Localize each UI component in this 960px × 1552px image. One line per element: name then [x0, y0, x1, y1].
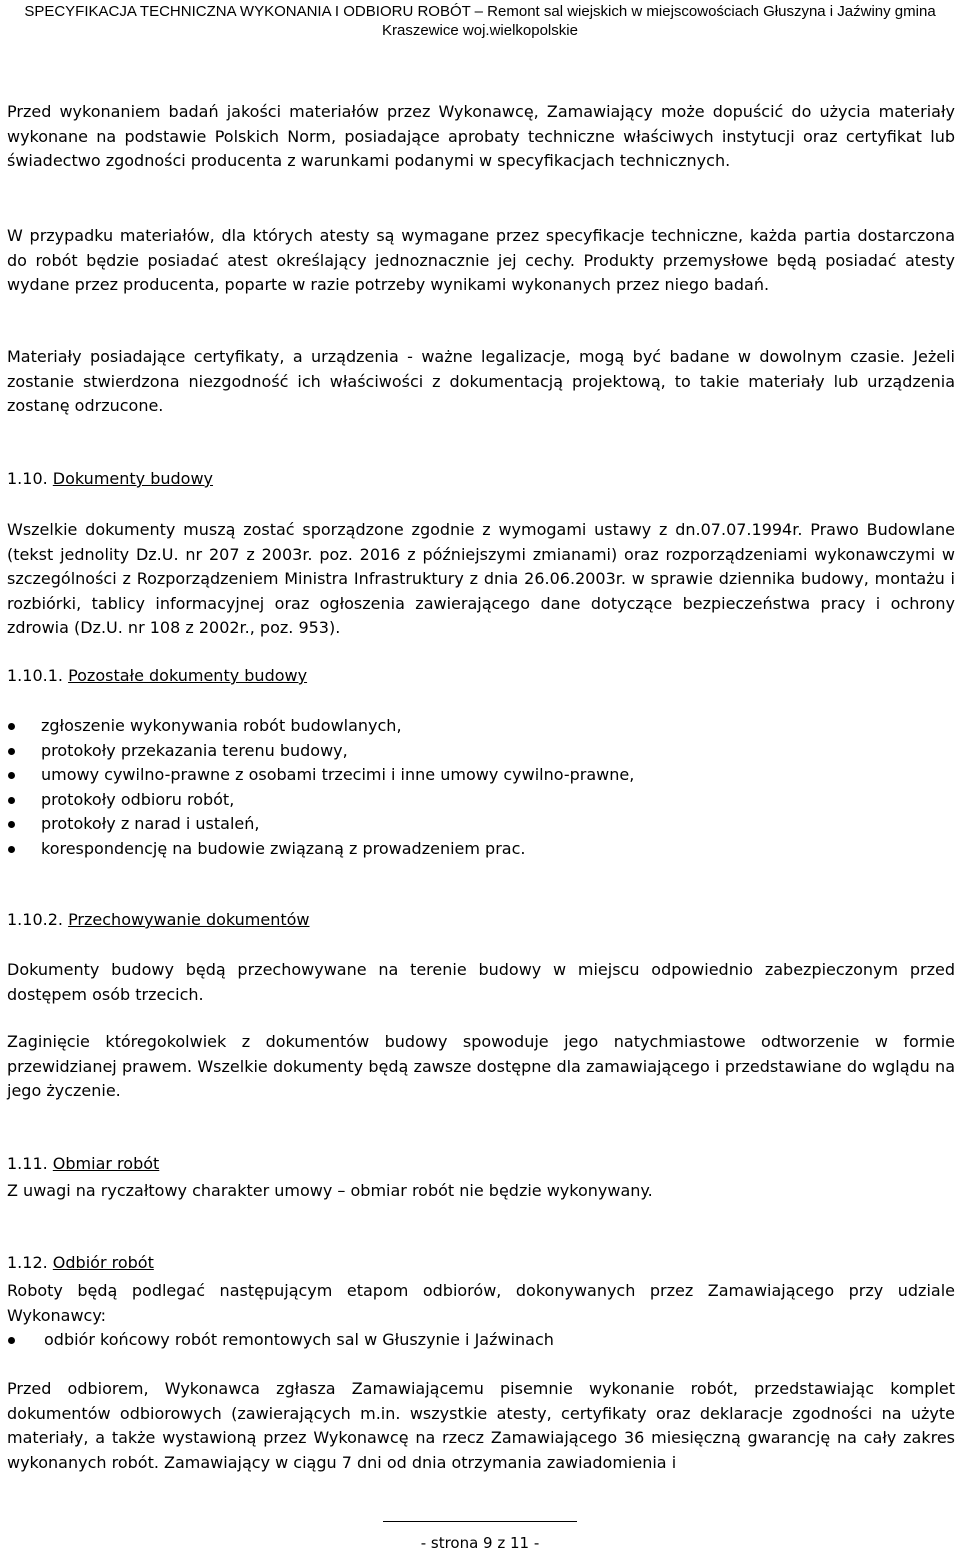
document-header [0, 2, 960, 40]
list-item-text: protokoły odbioru robót, [41, 789, 235, 809]
section-title: Obmiar robót [52, 1154, 160, 1173]
section-title: Odbiór robót [52, 1253, 154, 1272]
header-line-1: SPECYFIKACJA TECHNICZNA WYKONANIA I ODBIORU ROBÓT – Remont sal wiejskich w miejscowościach Głuszyna i Jaźwiny gmina [24, 3, 936, 20]
bullet-icon [8, 821, 15, 828]
paragraph-documents-law: Wszelkie dokumenty muszą zostać sporządzone zgodnie z wymogami ustawy z dn.07.07.1994r. Prawo Budowlane (tekst jednolity Dz.U. nr 207 z 2003r. poz. 2016 z późniejszymi zmianami) oraz rozporządzeniami wykonawczymi w szczególności z Rozporządzeniem Ministra Infrastruktury z dnia 26.06.2003r. w sprawie dziennika budowy, montażu i rozbiórki, tablicy informacyjnej oraz ogłoszenia zawierającego dane dotyczące bezpieczeństwa pracy i ochrony zdrowia (Dz.U. nr 108 z 2002r., poz. 953). [7, 520, 955, 637]
paragraph-certified-materials: Materiały posiadające certyfikaty, a urządzenia - ważne legalizacje, mogą być badane w dowolnym czasie. Jeżeli zostanie stwierdzona niezgodność ich właściwości z dokumentacją projektową, to takie materiały lub urządzenia zostanę odrzucone. [7, 347, 955, 415]
section-number: 1.10.2. [7, 910, 69, 929]
list-item-text: umowy cywilno-prawne z osobami trzecimi i inne umowy cywilno-prawne, [41, 765, 635, 784]
list-item [7, 714, 955, 739]
section-title: Dokumenty budowy [52, 469, 214, 488]
acceptance-list [7, 1328, 955, 1353]
footer-divider [383, 1521, 577, 1522]
section-title: Przechowywanie dokumentów [68, 910, 310, 929]
section-number: 1.11. [7, 1154, 53, 1173]
list-item-text: korespondencję na budowie związaną z prowadzeniem prac. [41, 838, 526, 858]
list-item-text: zgłoszenie wykonywania robót budowlanych, [41, 716, 402, 735]
section-number: 1.10. [7, 469, 53, 488]
paragraph-acceptance-stages: Roboty będą podlegać następującym etapom odbiorów, dokonywanych przez Zamawiającego przy udziale Wykonawcy: [7, 1281, 955, 1325]
bullet-icon [8, 797, 15, 804]
list-item [7, 837, 955, 862]
documents-list [7, 714, 955, 861]
section-heading-construction-documents [7, 467, 213, 491]
section-heading-acceptance [7, 1251, 154, 1275]
paragraph-document-loss: Zaginięcie któregokolwiek z dokumentów budowy spowoduje jego natychmiastowe odtworzenie w formie przewidzianej prawem. Wszelkie dokumenty będą zawsze dostępne dla zamawiającego i przedstawiane do wglądu na jego życzenie. [7, 1032, 955, 1100]
bullet-icon [8, 723, 15, 730]
list-item [7, 1328, 955, 1353]
section-number: 1.10.1. [7, 666, 69, 685]
list-item-text: protokoły z narad i ustaleń, [41, 814, 260, 833]
section-title: Pozostałe dokumenty budowy [68, 666, 308, 685]
list-item [7, 812, 955, 837]
list-item [7, 739, 955, 764]
list-item [7, 763, 955, 788]
bullet-icon [8, 846, 15, 853]
bullet-icon [8, 1337, 15, 1344]
list-item [7, 788, 955, 813]
section-number: 1.12. [7, 1253, 53, 1272]
page-number: - strona 9 z 11 - [420, 1534, 540, 1552]
section-heading-document-storage [7, 908, 310, 932]
list-item-text: odbiór końcowy robót remontowych sal w Głuszynie i Jaźwinach [44, 1330, 554, 1349]
paragraph-material-certificates: W przypadku materiałów, dla których atesty są wymagane przez specyfikacje techniczne, każda partia dostarczona do robót będzie posiadać atest określający jednoznacznie jej cechy. Produkty przemysłowe będą posiadać atesty wydane przez producenta, poparte w razie potrzeby wynikami wykonanych przez niego badań. [7, 226, 955, 294]
paragraph-document-storage: Dokumenty budowy będą przechowywane na terenie budowy w miejscu odpowiednio zabezpieczonym przed dostępem osób trzecich. [7, 960, 955, 1004]
paragraph-measurement: Z uwagi na ryczałtowy charakter umowy – obmiar robót nie będzie wykonywany. [7, 1181, 653, 1200]
list-item-text: protokoły przekazania terenu budowy, [41, 740, 348, 760]
section-heading-measurement [7, 1152, 159, 1176]
header-line-2: Kraszewice woj.wielkopolskie [382, 22, 578, 39]
bullet-icon [8, 772, 15, 779]
paragraph-acceptance-procedure: Przed odbiorem, Wykonawca zgłasza Zamawiającemu pisemnie wykonanie robót, przedstawiając komplet dokumentów odbiorowych (zawierających m.in. wszystkie atesty, certyfikaty oraz deklaracje zgodności na użyte materiały, a także wystawioną przez Wykonawcę na rzecz Zamawiającego 36 miesięczną gwarancję na cały zakres wykonanych robót. Zamawiający w ciągu 7 dni od dnia otrzymania zawiadomienia i [7, 1379, 955, 1472]
bullet-icon [8, 748, 15, 755]
section-heading-other-documents [7, 664, 307, 688]
paragraph-materials-approval: Przed wykonaniem badań jakości materiałów przez Wykonawcę, Zamawiający może dopuścić do użycia materiały wykonane na podstawie Polskich Norm, posiadające aprobaty techniczne właściwych instytucji oraz certyfikat lub świadectwo zgodności producenta z warunkami podanymi w specyfikacjach technicznych. [7, 102, 955, 170]
